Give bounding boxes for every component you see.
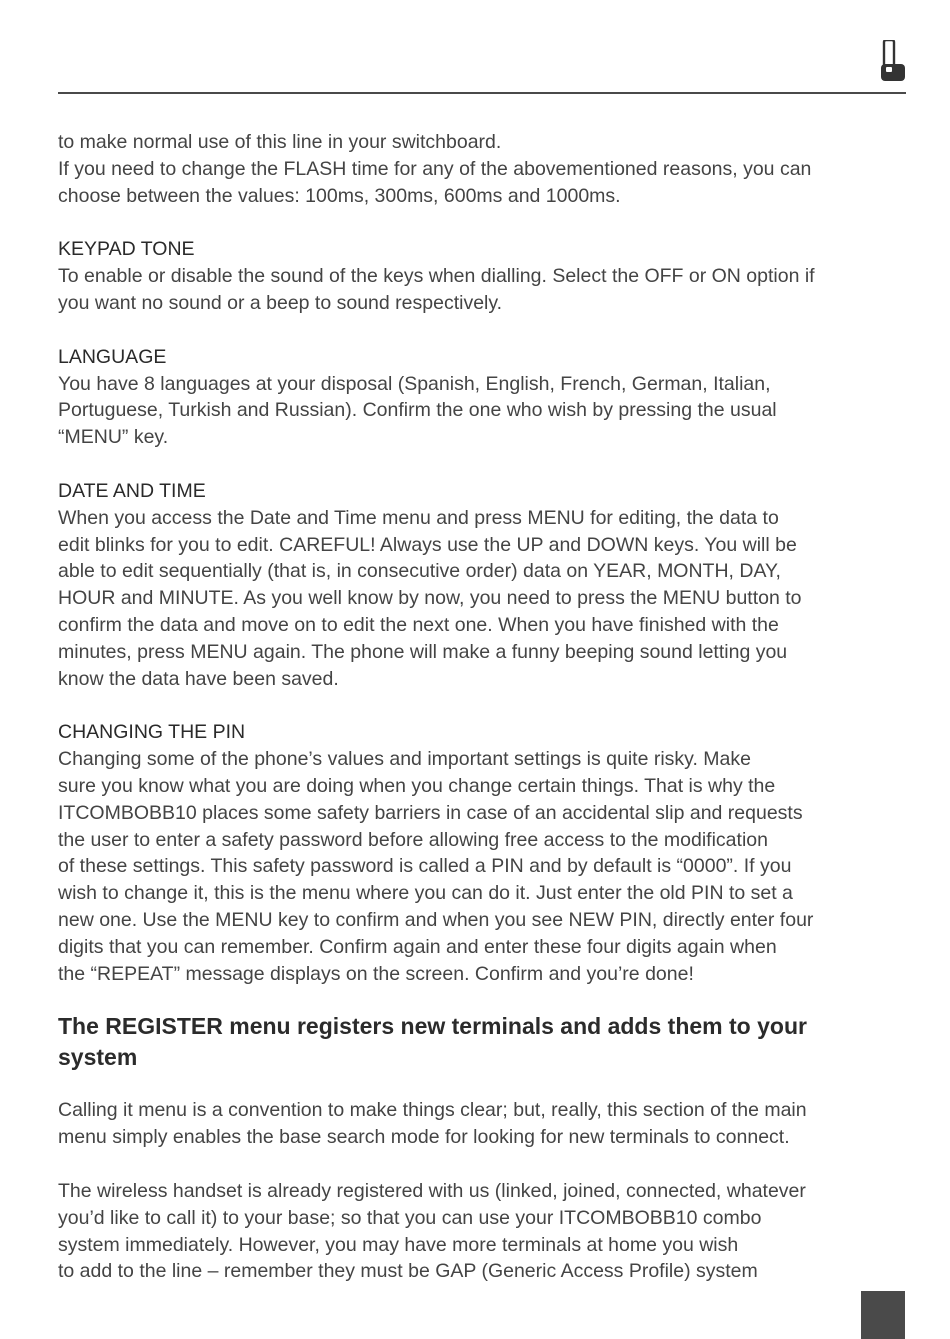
heading-line: The REGISTER menu registers new terminals and adds them to your <box>58 1013 807 1040</box>
text-line: Calling it menu is a convention to make things clear; but, really, this section of the main <box>58 1099 807 1122</box>
intro-paragraph <box>58 129 908 209</box>
text-line: Portuguese, Turkish and Russian). Confirm the one who wish by pressing the usual <box>58 399 777 422</box>
section-date-and-time <box>58 478 908 692</box>
text-line: menu simply enables the base search mode for looking for new terminals to connect. <box>58 1126 790 1149</box>
text-line: new one. Use the MENU key to confirm and when you see NEW PIN, directly enter four <box>58 908 814 931</box>
text-line: confirm the data and move on to edit the next one. When you have finished with the <box>58 613 779 636</box>
section-keypad-tone <box>58 236 908 316</box>
text-line: you’d like to call it) to your base; so that you can use your ITCOMBOBB10 combo <box>58 1206 762 1229</box>
text-line: The wireless handset is already registered with us (linked, joined, connected, whatever <box>58 1179 806 1202</box>
text-line: the user to enter a safety password before allowing free access to the modification <box>58 828 768 851</box>
text-line: to make normal use of this line in your switchboard. <box>58 131 502 153</box>
text-line: You have 8 languages at your disposal (Spanish, English, French, German, Italian, <box>58 372 771 395</box>
text-line: system immediately. However, you may have more terminals at home you wish <box>58 1233 739 1256</box>
text-line: ITCOMBOBB10 places some safety barriers in case of an accidental slip and requests <box>58 801 803 824</box>
section-heading: LANGUAGE <box>58 345 167 368</box>
text-line: “MENU” key. <box>58 426 169 449</box>
register-paragraph-2 <box>58 1178 908 1285</box>
section-changing-the-pin <box>58 719 908 987</box>
text-line: to add to the line – remember they must be GAP (Generic Access Profile) system <box>58 1260 758 1283</box>
text-line: the “REPEAT” message displays on the screen. Confirm and you’re done! <box>58 962 694 985</box>
text-line: wish to change it, this is the menu where you can do it. Just enter the old PIN to set a <box>58 882 793 905</box>
text-line: Changing some of the phone’s values and important settings is quite risky. Make <box>58 748 751 771</box>
text-line: HOUR and MINUTE. As you well know by now, you need to press the MENU button to <box>58 587 802 610</box>
document-body <box>58 129 908 1285</box>
text-line: of these settings. This safety password is called a PIN and by default is “0000”. If you <box>58 855 792 878</box>
heading-line: system <box>58 1044 138 1071</box>
text-line: When you access the Date and Time menu and press MENU for editing, the data to <box>58 506 779 529</box>
register-paragraph-1 <box>58 1097 908 1151</box>
page-header <box>58 0 906 96</box>
section-heading: DATE AND TIME <box>58 479 206 502</box>
section-heading: KEYPAD TONE <box>58 238 195 261</box>
cordless-phone-icon <box>880 40 906 82</box>
text-line: minutes, press MENU again. The phone will make a funny beeping sound letting you <box>58 640 788 663</box>
header-rule <box>58 92 906 94</box>
text-line: know the data have been saved. <box>58 667 339 690</box>
text-line: sure you know what you are doing when you change certain things. That is why the <box>58 774 776 797</box>
text-line: choose between the values: 100ms, 300ms, 600ms and 1000ms. <box>58 184 621 207</box>
section-language <box>58 344 908 451</box>
register-menu-heading <box>58 1011 908 1073</box>
text-line: digits that you can remember. Confirm again and enter these four digits again when <box>58 935 777 958</box>
section-heading: CHANGING THE PIN <box>58 721 246 744</box>
text-line: If you need to change the FLASH time for any of the abovementioned reasons, you can <box>58 157 812 180</box>
text-line: To enable or disable the sound of the keys when dialling. Select the OFF or ON option if <box>58 265 815 288</box>
text-line: you want no sound or a beep to sound respectively. <box>58 291 503 314</box>
text-line: able to edit sequentially (that is, in consecutive order) data on YEAR, MONTH, DAY, <box>58 560 781 583</box>
text-line: edit blinks for you to edit. CAREFUL! Always use the UP and DOWN keys. You will be <box>58 533 797 556</box>
page-corner-tab <box>861 1291 905 1339</box>
